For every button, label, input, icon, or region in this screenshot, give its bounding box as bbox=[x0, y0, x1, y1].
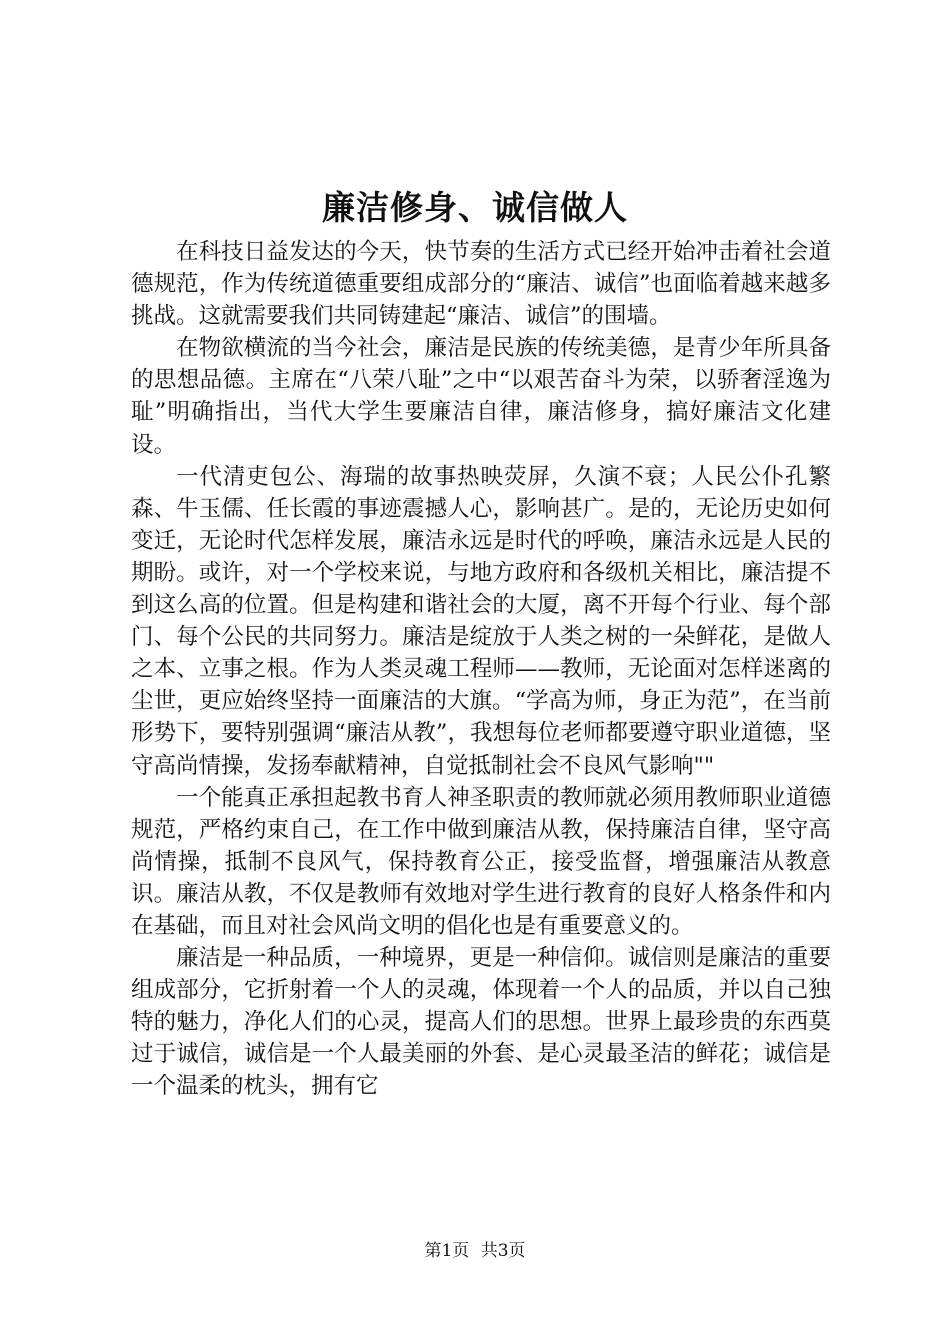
paragraph-3: 一代清吏包公、海瑞的故事热映荧屏，久演不衰；人民公仆孔繁森、牛玉儒、任长霞的事迹震撼人心，影响甚广。是的，无论历史如何变迁，无论时代怎样发展，廉洁永远是时代的呼唤，廉洁永远是人民的期盼。或许，对一个学校来说，与地方政府和各级机关相比，廉洁提不到这么高的位置。但是构建和谐社会的大厦，离不开每个行业、每个部门、每个公民的共同努力。廉洁是绽放于人类之树的一朵鲜花，是做人之本、立事之根。作为人类灵魂工程师——教师，无论面对怎样迷离的尘世，更应始终坚持一面廉洁的大旗。“学高为师，身正为范”，在当前形势下，要特别强调“廉洁从教”，我想每位老师都要遵守职业道德，坚守高尚情操，发扬奉献精神，自觉抵制社会不良风气影响"" bbox=[131, 463, 831, 779]
page-number: 第1页 bbox=[424, 1241, 470, 1261]
document-body bbox=[131, 236, 831, 1103]
page-total: 共3页 bbox=[480, 1241, 526, 1261]
paragraph-5: 廉洁是一种品质，一种境界，更是一种信仰。诚信则是廉洁的重要组成部分，它折射着一个人的灵魂，体现着一个人的品质，并以自己独特的魅力，净化人们的心灵，提高人们的思想。世界上最珍贵的东西莫过于诚信，诚信是一个人最美丽的外套、是心灵最圣洁的鲜花；诚信是一个温柔的枕头，拥有它 bbox=[131, 945, 831, 1100]
paragraph-2: 在物欲横流的当今社会，廉洁是民族的传统美德，是青少年所具备的思想品德。主席在“八荣八耻”之中“以艰苦奋斗为荣，以骄奢淫逸为耻”明确指出，当代大学生要廉洁自律，廉洁修身，搞好廉洁文化建设。 bbox=[131, 335, 831, 458]
paragraph-4: 一个能真正承担起教书育人神圣职责的教师就必须用教师职业道德规范，严格约束自己，在工作中做到廉洁从教，保持廉洁自律，坚守高尚情操，抵制不良风气，保持教育公正，接受监督，增强廉洁从教意识。廉洁从教，不仅是教师有效地对学生进行教育的良好人格条件和内在基础，而且对社会风尚文明的倡化也是有重要意义的。 bbox=[131, 784, 831, 939]
page-footer bbox=[0, 1240, 950, 1262]
paragraph-1: 在科技日益发达的今天，快节奏的生活方式已经开始冲击着社会道德规范，作为传统道德重要组成部分的“廉洁、诚信”也面临着越来越多挑战。这就需要我们共同铸建起“廉洁、诚信”的围墙。 bbox=[131, 239, 831, 330]
document-title: 廉洁修身、诚信做人 bbox=[322, 188, 628, 227]
